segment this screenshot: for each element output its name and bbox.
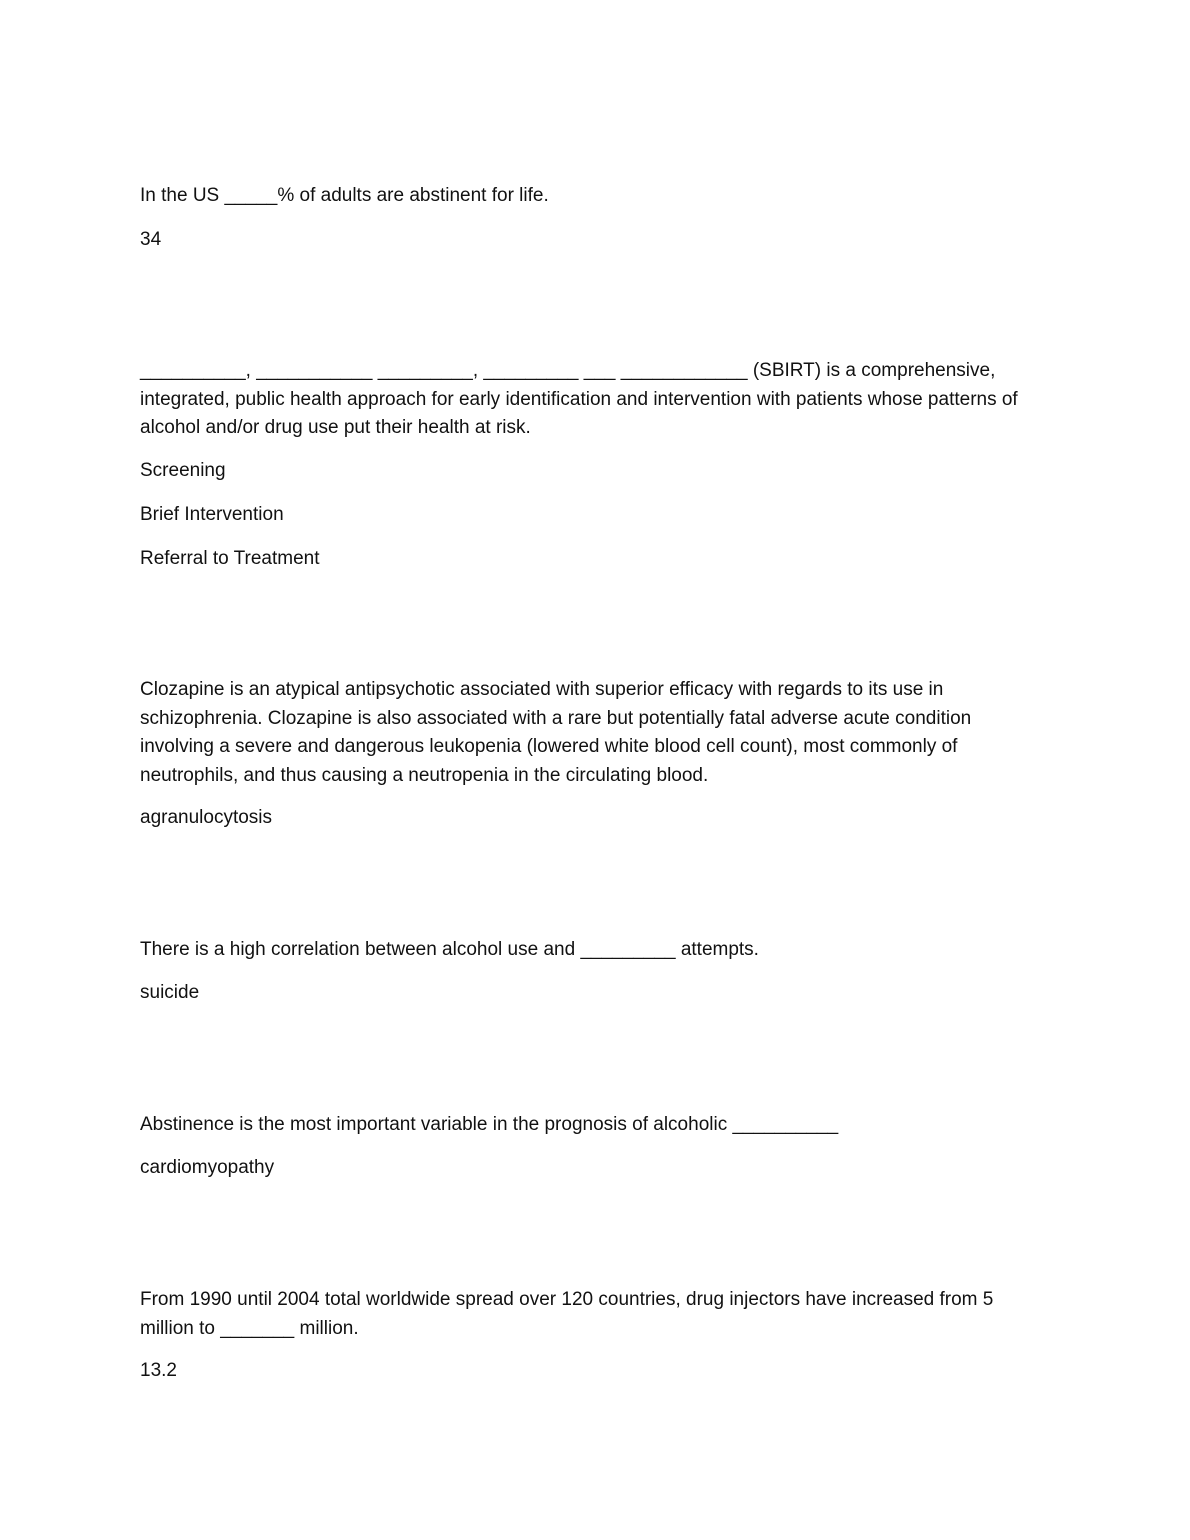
question-text: There is a high correlation between alcohol use and _________ attempts.: [140, 939, 759, 960]
answer-text: Brief Intervention: [140, 504, 284, 525]
answer-text: 34: [140, 229, 162, 250]
answer-text: Screening: [140, 460, 226, 481]
question-text: Clozapine is an atypical antipsychotic associated with superior efficacy with regards to its use in schizophrenia. Clozapine is also associated with a rare but potentially fatal adverse acute condition involving a severe and dangerous leukopenia (lowered white blood cell count), most commonly of neutrophils, and thus causing a neutropenia in the circulating blood.: [140, 679, 972, 786]
question-text: __________, ___________ _________, _________ ___ ____________ (SBIRT) is a comprehensive, integrated, public health approach for early identification and intervention with patients whose patterns of alcohol and/or drug use put their health at risk.: [140, 360, 1018, 438]
answer-text: 13.2: [140, 1360, 177, 1381]
question-text: In the US _____% of adults are abstinent for life.: [140, 185, 549, 206]
question-text: Abstinence is the most important variable in the prognosis of alcoholic __________: [140, 1114, 839, 1135]
answer-text: Referral to Treatment: [140, 548, 320, 569]
answer-text: agranulocytosis: [140, 807, 273, 828]
question-text: From 1990 until 2004 total worldwide spread over 120 countries, drug injectors have increased from 5 million to _______ million.: [140, 1289, 994, 1339]
answer-text: suicide: [140, 982, 200, 1003]
answer-text: cardiomyopathy: [140, 1157, 275, 1178]
